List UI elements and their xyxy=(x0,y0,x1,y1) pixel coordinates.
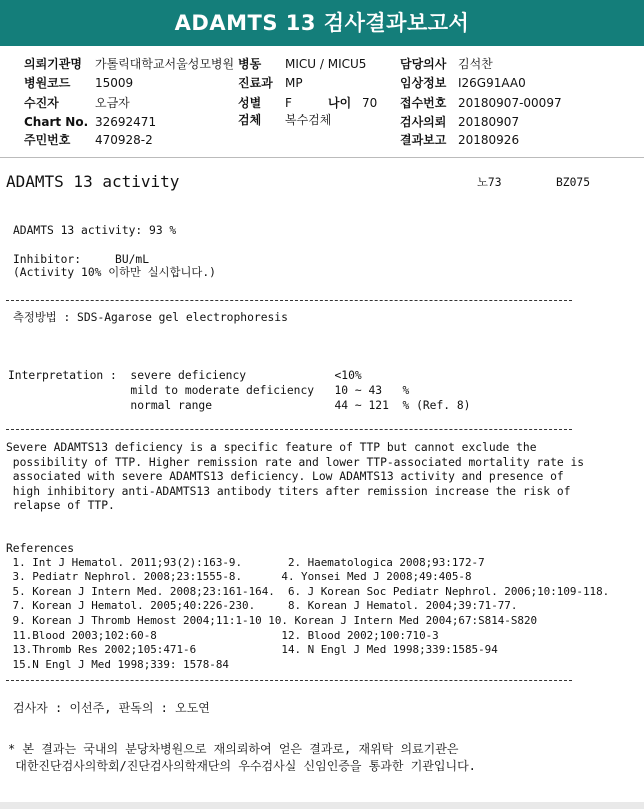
reference-line: 1. Int J Hematol. 2011;93(2):163-9. 2. Haematologica 2008;93:172-7 xyxy=(6,556,485,569)
clinical-label: 임상정보 xyxy=(400,76,447,90)
interpretation-line: mild to moderate deficiency 10 ~ 43 % xyxy=(8,384,410,397)
interpretation-line: Interpretation : severe deficiency <10% xyxy=(8,369,362,382)
specimen-label: 검체 xyxy=(238,113,262,127)
reference-line: 3. Pediatr Nephrol. 2008;23:1555-8. 4. Yonsei Med J 2008;49:405-8 xyxy=(6,570,472,583)
inhibitor-note: (Activity 10% 이하만 실시합니다.) xyxy=(13,266,216,279)
comment-line: possibility of TTP. Higher remission rate and lower TTP-associated mortality rate is xyxy=(6,456,585,469)
receipt-label: 접수번호 xyxy=(400,96,447,110)
id-label: 주민번호 xyxy=(24,133,71,147)
sex-label: 성별 xyxy=(238,96,262,110)
reference-line: 15.N Engl J Med 1998;339: 1578-84 xyxy=(6,658,229,671)
patient-label: 수진자 xyxy=(24,96,59,110)
reference-line: 11.Blood 2003;102:60-8 12. Blood 2002;100:710-3 xyxy=(6,629,439,642)
request-label: 검사의뢰 xyxy=(400,115,447,129)
comment-line: relapse of TTP. xyxy=(6,499,115,512)
code-2: BZ075 xyxy=(556,176,591,189)
comment-line: high inhibitory anti-ADAMTS13 antibody titers after remission increase the risk of xyxy=(6,485,571,498)
comment-line: associated with severe ADAMTS13 deficiency. Low ADAMTS13 activity and presence of xyxy=(6,470,564,483)
report-heading: ADAMTS 13 activity xyxy=(6,172,180,191)
doctor-label: 담당의사 xyxy=(400,57,447,71)
id-value: 470928-2 xyxy=(95,133,153,147)
report-date-label: 결과보고 xyxy=(400,133,447,147)
clinical-value: I26G91AA0 xyxy=(458,76,526,90)
footnote-line: 대한진단검사의학회/진단검사의학재단의 우수검사실 신임인증을 통과한 기관입니다. xyxy=(8,759,476,773)
age-value: 70 xyxy=(362,96,378,110)
report-title: ADAMTS 13 검사결과보고서 xyxy=(0,0,644,46)
specimen-value: 복수검체 xyxy=(285,113,332,127)
institution-value: 가톨릭대학교서울성모병원 xyxy=(95,57,235,71)
report-date-value: 20180926 xyxy=(458,133,520,147)
dashed-divider xyxy=(6,429,572,430)
inhibitor-line: Inhibitor: BU/mL xyxy=(13,253,150,266)
sex-value: F xyxy=(285,96,292,110)
code-1: 노73 xyxy=(477,176,502,189)
request-value: 20180907 xyxy=(458,115,520,129)
reference-line: 7. Korean J Hematol. 2005;40:226-230. 8. Korean J Hematol. 2004;39:71-77. xyxy=(6,599,518,612)
page-footer-strip xyxy=(0,802,644,809)
footnote-line: * 본 결과는 국내의 분당차병원으로 재의뢰하여 얻은 결과로, 재위탁 의료기관은 xyxy=(8,742,459,756)
chart-label: Chart No. xyxy=(24,115,89,129)
institution-label: 의뢰기관명 xyxy=(24,57,82,71)
ward-label: 병동 xyxy=(238,57,262,71)
activity-result: ADAMTS 13 activity: 93 % xyxy=(13,224,177,237)
age-label: 나이 xyxy=(328,96,352,110)
doctor-value: 김석찬 xyxy=(458,57,493,71)
reference-line: 13.Thromb Res 2002;105:471-6 14. N Engl J Med 1998;339:1585-94 xyxy=(6,643,498,656)
hospital-code-label: 병원코드 xyxy=(24,76,71,90)
reference-line: 5. Korean J Intern Med. 2008;23:161-164. 6. J Korean Soc Pediatr Nephrol. 2006;10:109-118. xyxy=(6,585,610,598)
references-title: References xyxy=(6,542,75,555)
header-divider xyxy=(0,157,644,158)
method-line: 측정방법 : SDS-Agarose gel electrophoresis xyxy=(13,311,288,324)
dashed-divider xyxy=(6,300,572,301)
comment-line: Severe ADAMTS13 deficiency is a specific feature of TTP but cannot exclude the xyxy=(6,441,537,454)
chart-value: 32692471 xyxy=(95,115,157,129)
dept-label: 진료과 xyxy=(238,76,273,90)
ward-value: MICU / MICU5 xyxy=(285,57,367,71)
hospital-code-value: 15009 xyxy=(95,76,134,90)
dept-value: MP xyxy=(285,76,303,90)
receipt-value: 20180907-00097 xyxy=(458,96,562,110)
examiner-line: 검사자 : 이선주, 판독의 : 오도연 xyxy=(13,701,210,715)
reference-line: 9. Korean J Thromb Hemost 2004;11:1-10 10. Korean J Intern Med 2004;67:S814-S820 xyxy=(6,614,538,627)
interpretation-line: normal range 44 ~ 121 % (Ref. 8) xyxy=(8,399,471,412)
dashed-divider xyxy=(6,680,572,681)
patient-value: 오금자 xyxy=(95,96,130,110)
